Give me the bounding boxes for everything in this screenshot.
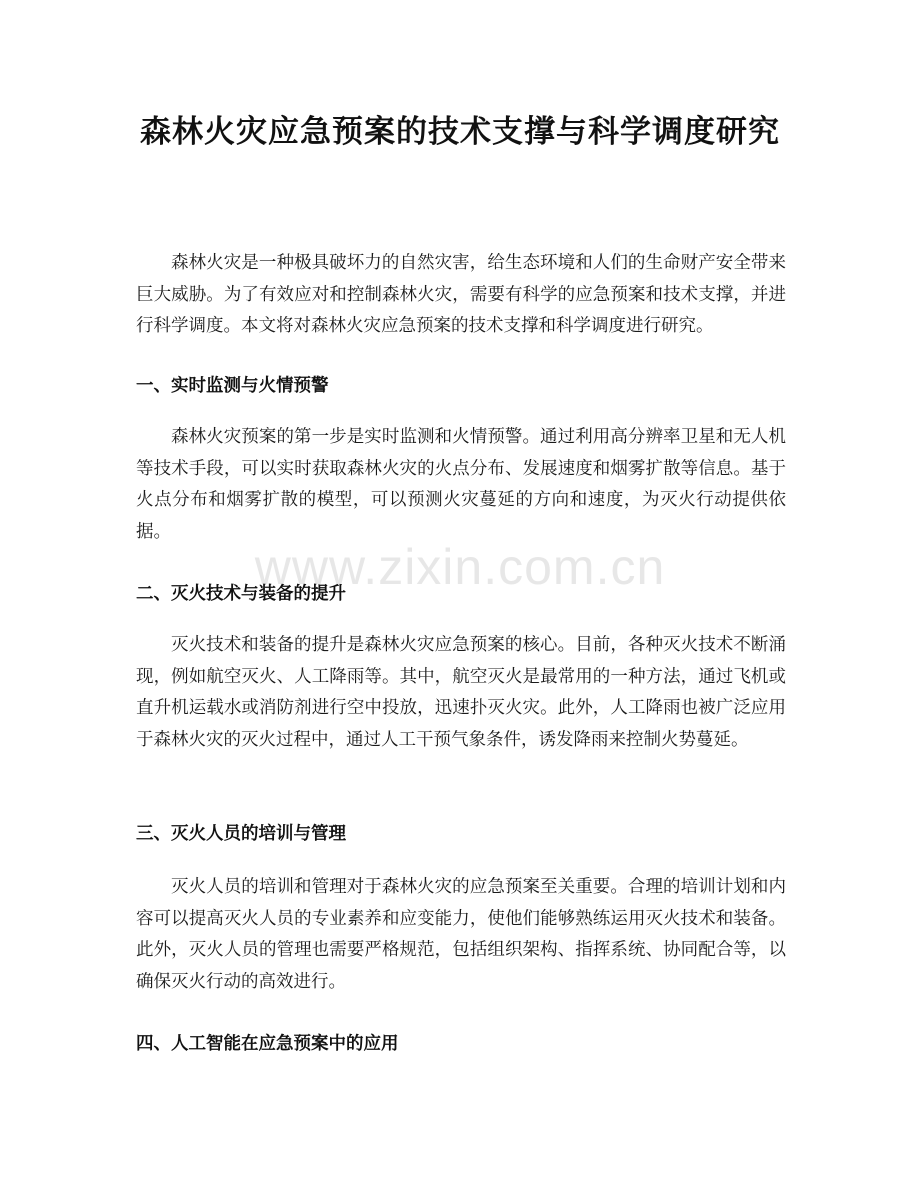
section-body-2: 灭火技术和装备的提升是森林火灾应急预案的核心。目前，各种灭火技术不断涌现，例如航空灭火、人工降雨等。其中，航空灭火是最常用的一种方法，通过飞机或直升机运载水或消防剂进行空中投放，迅速扑灭火灾。此外，人工降雨也被广泛应用于森林火灾的灭火过程中，通过人工干预气象条件，诱发降雨来控制火势蔓延。: [136, 635, 786, 750]
document-title: 森林火灾应急预案的技术支撑与科学调度研究: [140, 114, 780, 150]
section-body-1: 森林火灾预案的第一步是实时监测和火情预警。通过利用高分辨率卫星和无人机等技术手段，可以实时获取森林火灾的火点分布、发展速度和烟雾扩散等信息。基于火点分布和烟雾扩散的模型，可以预测火灾蔓延的方向和速度，为灭火行动提供依据。: [136, 427, 786, 542]
section-heading-4: 四、人工智能在应急预案中的应用: [136, 1034, 399, 1054]
section-body-3: 灭火人员的培训和管理对于森林火灾的应急预案至关重要。合理的培训计划和内容可以提高灭火人员的专业素养和应变能力，使他们能够熟练运用灭火技术和装备。此外，灭火人员的管理也需要严格规范，包括组织架构、指挥系统、协同配合等，以确保灭火行动的高效进行。: [136, 877, 786, 992]
section-heading-2: 二、灭火技术与装备的提升: [136, 584, 346, 604]
intro-paragraph: 森林火灾是一种极具破坏力的自然灾害，给生态环境和人们的生命财产安全带来巨大威胁。为了有效应对和控制森林火灾，需要有科学的应急预案和技术支撑，并进行科学调度。本文将对森林火灾应急预案的技术支撑和科学调度进行研究。: [136, 253, 786, 336]
section-heading-1: 一、实时监测与火情预警: [136, 376, 329, 396]
watermark: www.zixin.com.cn: [254, 539, 666, 595]
section-heading-3: 三、灭火人员的培训与管理: [136, 824, 346, 844]
